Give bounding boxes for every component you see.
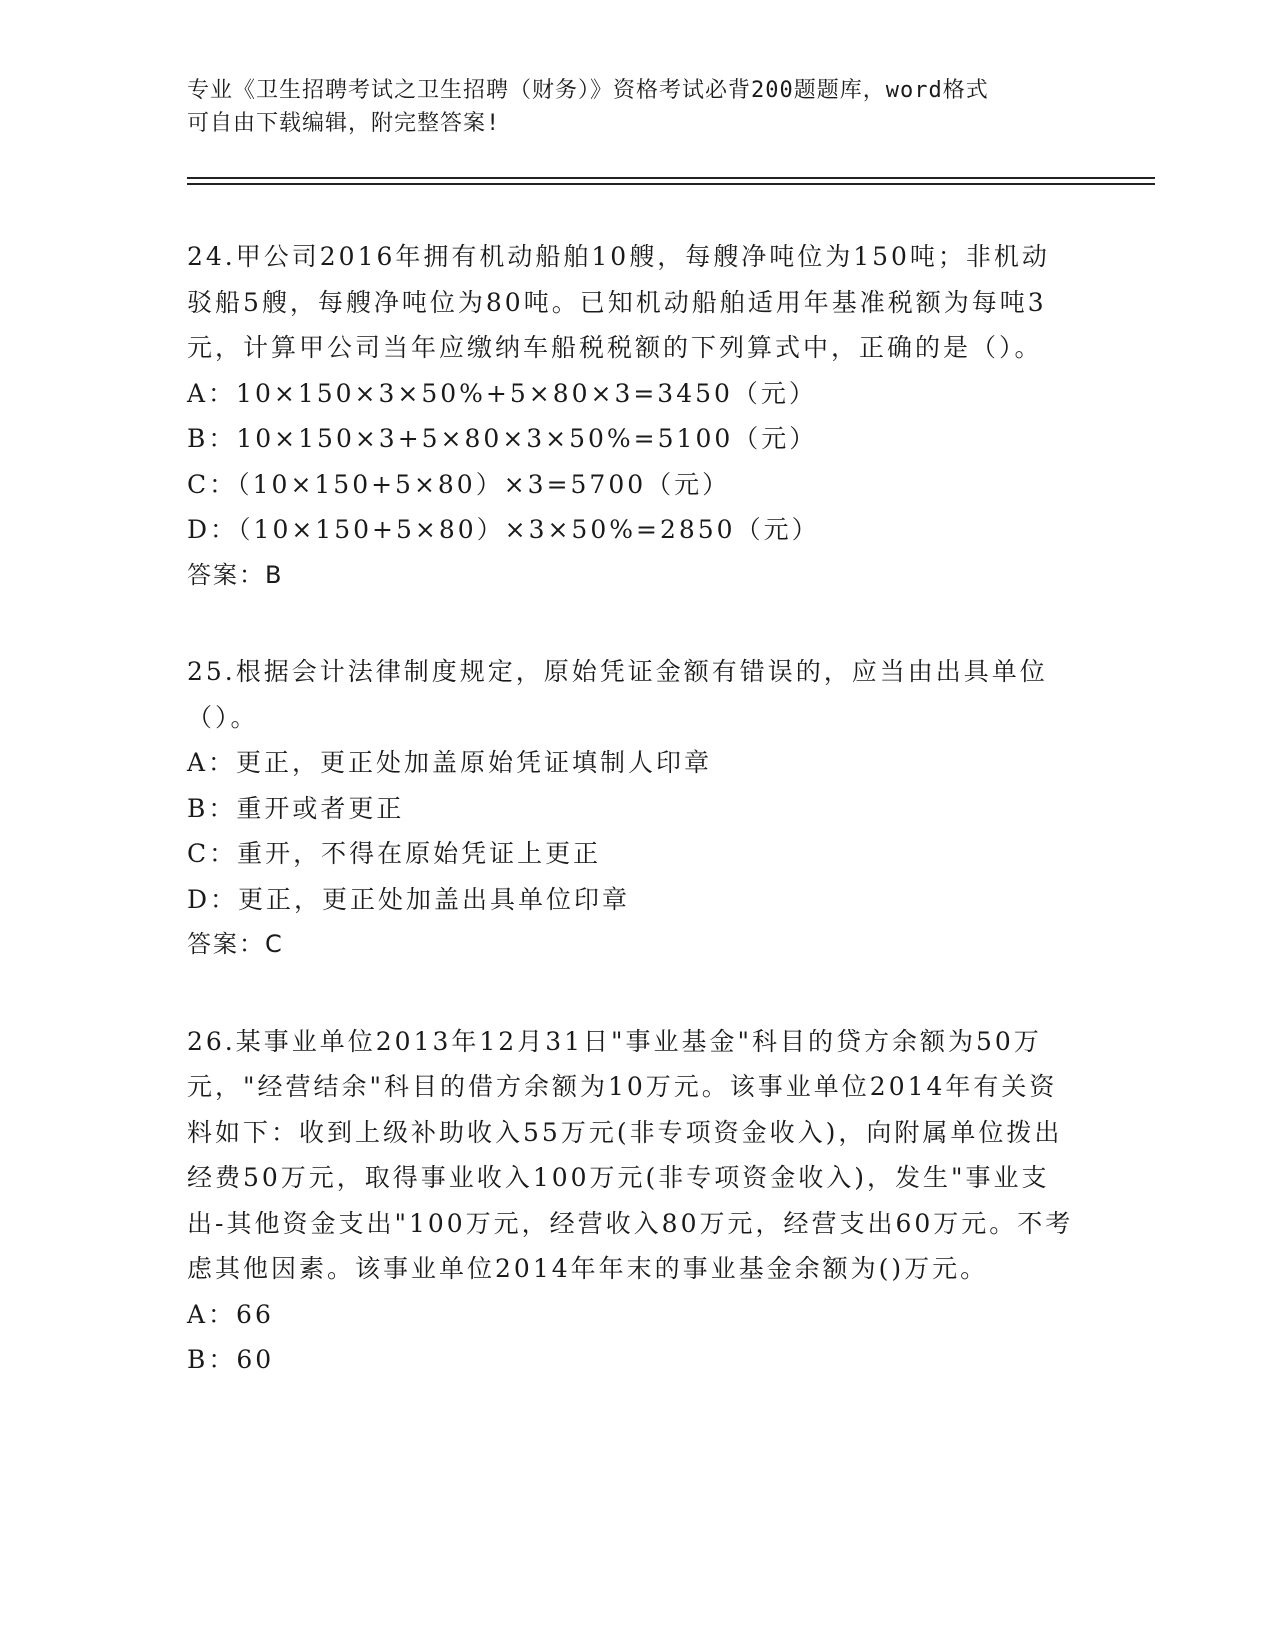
header-title-line-1: 专业《卫生招聘考试之卫生招聘（财务）》资格考试必背200题题库，word格式 xyxy=(187,78,989,103)
answer-line: 答案：B xyxy=(187,560,284,589)
question-text: 25.根据会计法律制度规定，原始凭证金额有错误的，应当由出具单位（）。 xyxy=(187,657,1048,732)
header-divider-top xyxy=(187,177,1155,179)
question-25 xyxy=(187,649,1077,968)
question-text: 26.某事业单位2013年12月31日"事业基金"科目的贷方余额为50万元，"经营结余"科目的借方余额为10万元。该事业单位2014年有关资料如下：收到上级补助收入55万元(非专项资金收入)，向附属单位拨出经费50万元，取得事业收入100万元(非专项资金收入)，发生"事业支出-其他资金支出"100万元，经营收入80万元，经营支出60万元。不考虑其他因素。该事业单位2014年年末的事业基金余额为()万元。 xyxy=(187,1026,1074,1283)
option-d: D：更正，更正处加盖出具单位印章 xyxy=(187,884,631,914)
question-26 xyxy=(187,1019,1077,1383)
header-divider-bottom xyxy=(187,183,1155,185)
question-24 xyxy=(187,234,1077,598)
option-b: B：10×150×3+5×80×3×50%=5100（元） xyxy=(187,424,818,453)
document-header xyxy=(187,74,1087,140)
option-a: A：66 xyxy=(187,1299,274,1329)
option-b: B：60 xyxy=(187,1345,275,1374)
question-list xyxy=(187,234,1077,1434)
option-c: C：重开，不得在原始凭证上更正 xyxy=(187,839,602,868)
header-title-line-2: 可自由下载编辑，附完整答案! xyxy=(187,111,501,136)
option-b: B：重开或者更正 xyxy=(187,793,405,823)
option-c: C：（10×150+5×80）×3=5700（元） xyxy=(187,469,731,499)
option-d: D：（10×150+5×80）×3×50%=2850（元） xyxy=(187,515,820,544)
option-a: A：更正，更正处加盖原始凭证填制人印章 xyxy=(187,748,713,777)
question-text: 24.甲公司2016年拥有机动船舶10艘，每艘净吨位为150吨；非机动驳船5艘，每艘净吨位为80吨。已知机动船舶适用年基准税额为每吨3元，计算甲公司当年应缴纳车船税税额的下列算式中，正确的是（）。 xyxy=(187,242,1050,362)
answer-line: 答案：C xyxy=(187,930,284,958)
option-a: A：10×150×3×50%+5×80×3=3450（元） xyxy=(187,378,817,408)
